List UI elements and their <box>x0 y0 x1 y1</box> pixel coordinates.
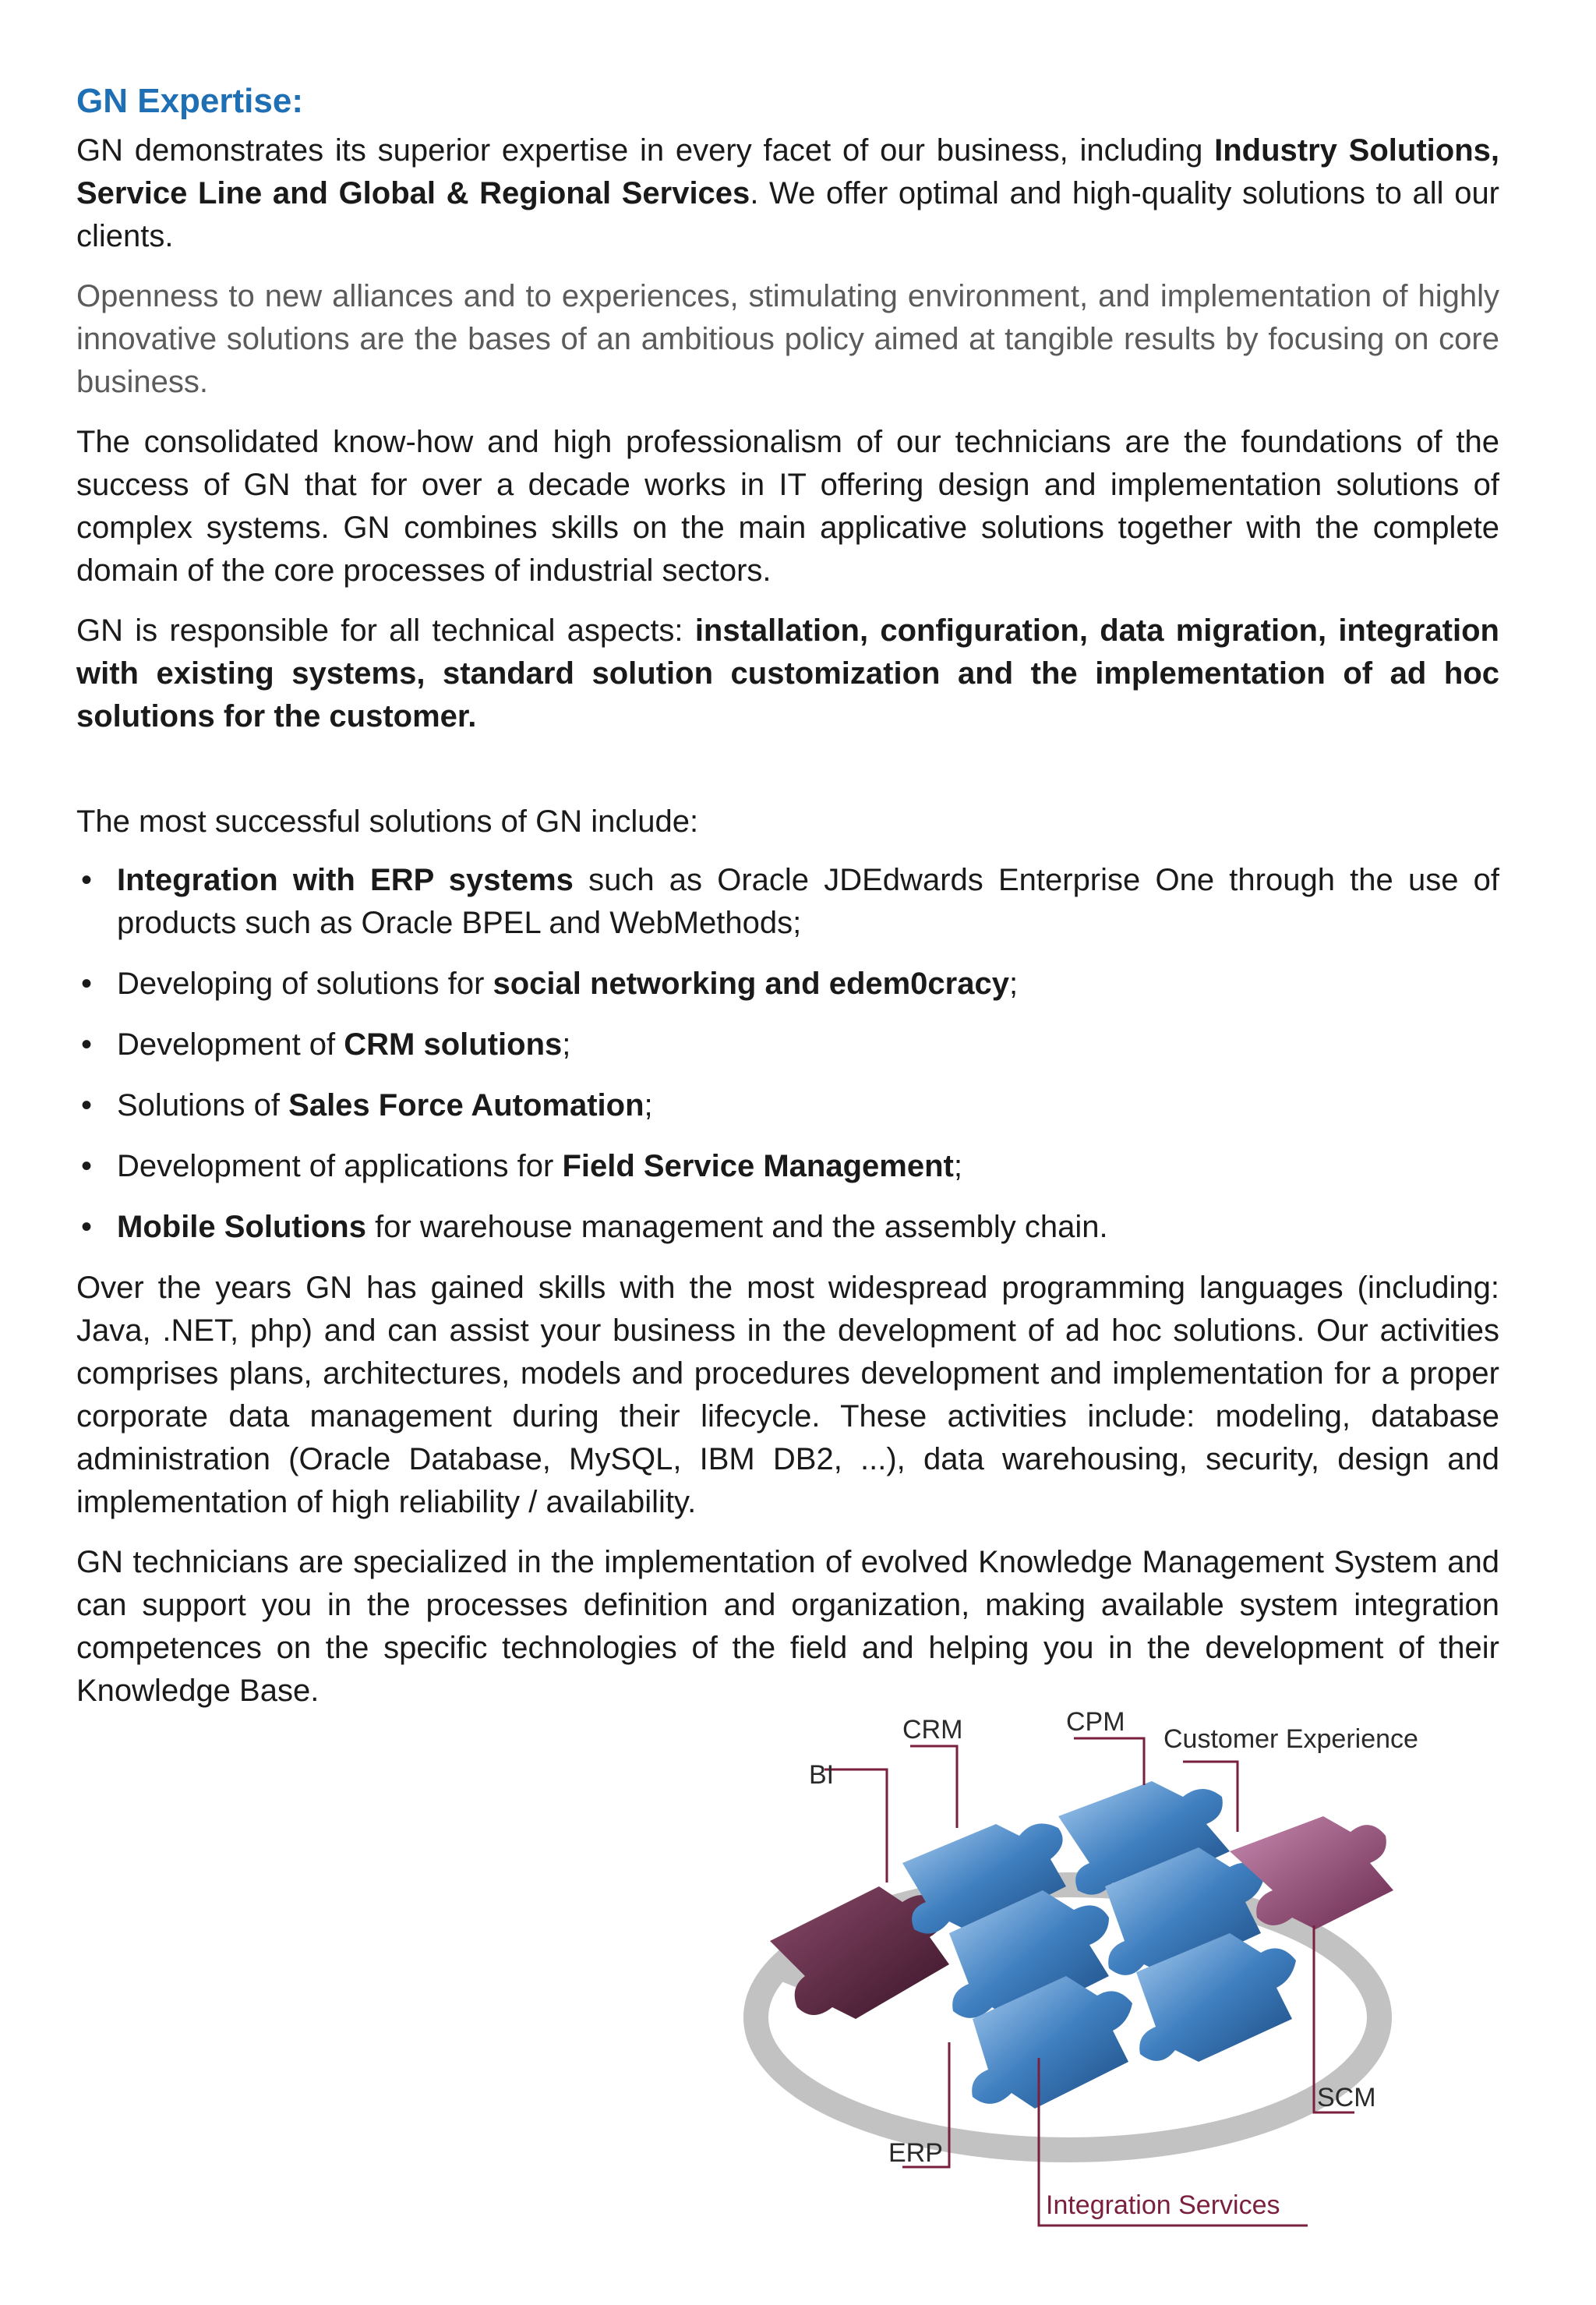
bullet-icon: • <box>81 967 93 1001</box>
leader-line-cpm <box>1074 1738 1144 1785</box>
bullet-icon: • <box>81 1027 93 1062</box>
bullet-icon: • <box>81 1149 93 1183</box>
list-item: • Integration with ERP systems such as Oracle JDEdwards Enterprise One through the use of products such as Oracle BPEL and WebMethods; <box>76 859 1499 945</box>
bullet-icon: • <box>81 1210 93 1244</box>
list-item: • Solutions of Sales Force Automation; <box>76 1084 1499 1127</box>
solutions-list <box>76 859 1499 1249</box>
list-item: • Development of applications for Field Service Management; <box>76 1145 1499 1188</box>
list-item: • Development of CRM solutions; <box>76 1023 1499 1066</box>
label-scm: SCM <box>1317 2083 1376 2112</box>
paragraph-skills: Over the years GN has gained skills with the most widespread programming languages (including: Java, .NET, php) and can assist your business in the development of ad hoc solutions. Our activities comprises plans, architectures, models and procedures development and implementation for a proper corporate data management during their lifecycle. These activities include: modeling, database administration (Oracle Database, MySQL, IBM DB2, ...), data warehousing, security, design and implementation of high reliability / availability. <box>76 1271 1499 1519</box>
paragraph-openness: Openness to new alliances and to experiences, stimulating environment, and implementation of highly innovative solutions are the bases of an ambitious policy aimed at tangible results by focusing on core business. <box>76 279 1499 399</box>
paragraph-intro: GN demonstrates its superior expertise in every facet of our business, including Industry Solutions, Service Line and Global & Regional Services. We offer optimal and high-quality solutions to all our clients. <box>76 133 1500 253</box>
bullet-icon: • <box>81 1088 93 1122</box>
puzzle-diagram-svg <box>715 1707 1420 2231</box>
bullet-icon: • <box>81 863 93 897</box>
list-item: • Mobile Solutions for warehouse management and the assembly chain. <box>76 1206 1499 1249</box>
label-customer-experience: Customer Experience <box>1163 1724 1418 1754</box>
page-title: GN Expertise: <box>76 82 303 120</box>
paragraph-responsibilities: GN is responsible for all technical aspects: installation, configuration, data migration, integration with existing systems, standard solution customization and the implementation of ad hoc solutions for the customer. <box>76 613 1499 734</box>
list-item: • Developing of solutions for social networking and edem0cracy; <box>76 963 1499 1006</box>
label-integration-services: Integration Services <box>1046 2190 1280 2220</box>
bold-highlight: installation, configuration, data migration, integration with existing systems, standard solution customization and the implementation of ad hoc solutions for the customer. <box>76 613 1499 734</box>
leader-line-crm <box>910 1746 957 1828</box>
bold-highlight: Industry Solutions, Service Line and Global & Regional Services <box>76 133 1499 210</box>
paragraph-know-how: The consolidated know-how and high professionalism of our technicians are the foundations of the success of GN that for over a decade works in IT offering design and implementation solutions of complex systems. GN combines skills on the main applicative solutions together with the complete domain of the core processes of industrial sectors. <box>76 425 1499 588</box>
list-intro: The most successful solutions of GN include: <box>76 804 699 839</box>
document-page <box>76 78 1499 1730</box>
label-crm: CRM <box>902 1715 963 1745</box>
paragraph-knowledge-management: GN technicians are specialized in the implementation of evolved Knowledge Management System and can support you in the processes definition and organization, making available system integration competences on the specific technologies of the field and helping you in the development of their Knowledge Base. <box>76 1545 1499 1708</box>
puzzle-diagram <box>715 1707 1420 2231</box>
label-bi: BI <box>809 1760 835 1790</box>
label-cpm: CPM <box>1066 1707 1125 1737</box>
label-erp: ERP <box>888 2138 943 2168</box>
